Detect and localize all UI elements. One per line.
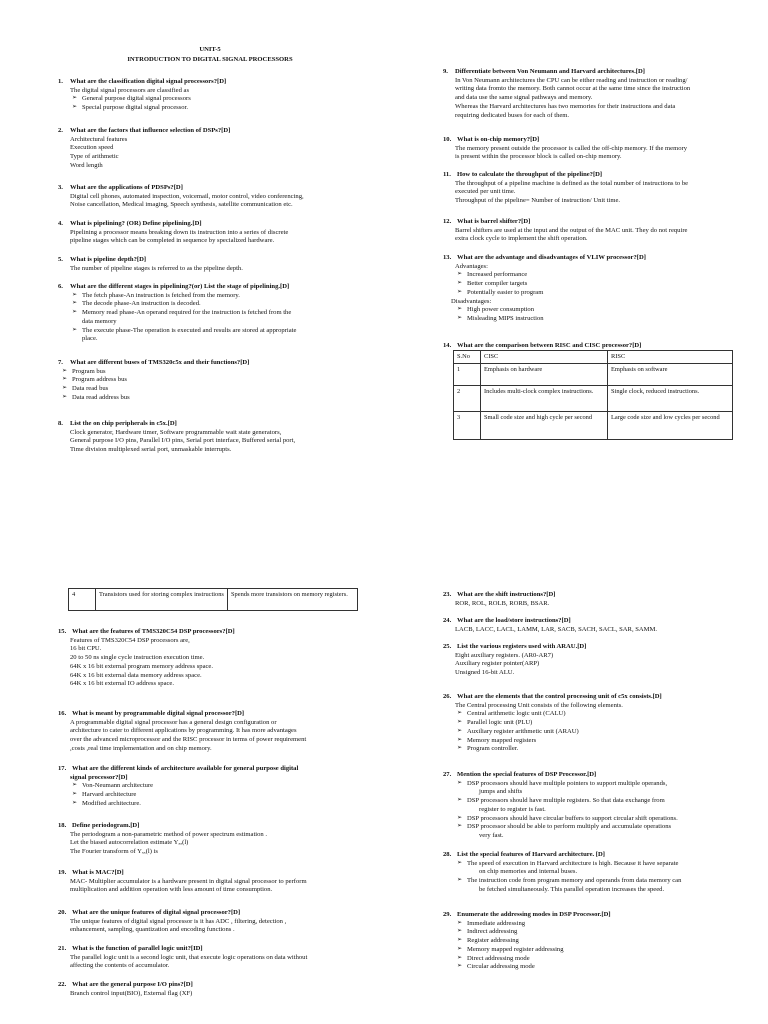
question-4: 4. What is pipelining? (OR) Define pipelining.[D] Pipelining a processor means breaking down its instruction into a series of discrete pipeline stages which can be completed in sequence by specialized hardware. [58, 220, 289, 245]
question-text: What are the elements that the control processing unit of c5x consists.[D] [457, 693, 662, 700]
question-text: Enumerate the addressing modes in DSP Processor.[D] [457, 911, 611, 918]
question-text: What is meant by programmable digital signal processor?[D] [72, 710, 245, 717]
question-text: What are the different kinds of architecture available for general purpose digital [72, 765, 299, 772]
question-9: 9. Differentiate between Von Neumann and Harvard architectures.[D] In Von Neumann architectures the CPU can be either reading and instruction or reading/ writing data fromto the memory. Both cannot occur at the same time since the instruction and data use the same signal pathways and memory. Whereas the Harvard architectures has two memories for their instructions and data requiring dedicated buses for each of them. [443, 68, 691, 119]
question-text: List the on chip peripherals in c5x.[D] [70, 420, 177, 427]
table-row: 3 Small code size and high cycle per second Large code size and low cycles per second [454, 412, 733, 440]
question-12: 12. What is barrel shifter?[D] Barrel shifters are used at the input and the output of the MAC unit. They do not require extra clock cycle to implement the shift operation. [443, 218, 688, 243]
question-text: What is barrel shifter?[D] [457, 218, 531, 225]
question-14: 14. What are the comparison between RISC and CISC processor?[D] [443, 342, 642, 349]
comparison-table [453, 350, 733, 440]
question-3: 3. What are the applications of PDSPs?[D] Digital cell phones, automated inspection, voicemail, motor control, video conferencing, Noise cancellation, Medical imaging, Speech synthesis, satellite communication etc. [58, 184, 304, 209]
question-16: 16. What is meant by programmable digital signal processor?[D] A programmable digital signal processor has a general design configuration or architecture to cater to different applications by programming. It has more advantages over the advanced microprocessor and the RISC processor in terms of power requirement ,costs ,real time implementation and on chip memory. [58, 710, 307, 752]
question-text: What are the load/store instructions?[D] [457, 617, 571, 624]
question-text: Define periodogram.[D] [72, 822, 140, 829]
question-27: 27. Mention the special features of DSP Processor.[D] ➢ DSP processors should have multiple pointers to support multiple operands, jumps and shifts ➢ DSP processors should have multiple registers. So that data exchange from register to register is fast. ➢ DSP processors should have circular buffers to support circular shift operations. ➢ DSP processor should be able to perform multiply and accumulate operations very fast. [443, 771, 743, 841]
table-row: 4 Transistors used for storing complex instructions Spends more transistors on memory registers. [69, 589, 358, 611]
question-text: What are different buses of TMS320c5x and their functions?[D] [70, 359, 250, 366]
question-2: 2. What are the factors that influence selection of DSPs?[D] Architectural features Execution speed Type of arithmetic Word length [58, 127, 231, 169]
table-row: 1 Emphasis on hardware Emphasis on software [454, 364, 733, 386]
question-24: 24. What are the load/store instructions?[D] LACB, LACC, LACL, LAMM, LAR, SACB, SACH, SACL, SAR, SAMM. [443, 617, 658, 633]
question-5: 5. What is pipeline depth?[D] The number of pipeline stages is referred to as the pipeline depth. [58, 256, 243, 272]
question-text: What are the classification digital signal processors?[D] [70, 78, 227, 85]
question-text: What is MAC?[D] [72, 869, 124, 876]
page-title: UNIT-5 [199, 46, 221, 53]
comparison-table-continued [68, 588, 358, 611]
question-text: How to calculate the throughput of the pipeline?[D] [457, 171, 603, 178]
bullet-item: ➢ General purpose digital signal processors [58, 95, 378, 104]
question-text: What are the factors that influence selection of DSPs?[D] [70, 127, 231, 134]
question-text: Mention the special features of DSP Processor.[D] [457, 771, 597, 778]
question-17: 17. What are the different kinds of architecture available for general purpose digital signal processor?[D] ➢ Von-Neumann architecture ➢ Harvard architecture ➢ Modified architecture. [58, 765, 378, 809]
question-text: What are the features of TMS320C54 DSP processors?[D] [72, 628, 235, 635]
question-text: What is pipelining? (OR) Define pipelining.[D] [70, 220, 202, 227]
question-19: 19. What is MAC?[D] MAC- Multiplier accumulator is a hardware present in digital signal processor to perform multiplication and addition operation with less amount of time consumption. [58, 869, 307, 894]
question-15: 15. What are the features of TMS320C54 DSP processors?[D] Features of TMS320C54 DSP processors are, 16 bit CPU. 20 to 50 ns single cycle instruction execution time. 64K x 16 bit external program memory address space. 64K x 16 bit external data memory address space. 64K x 16 bit external IO address space. [58, 628, 235, 688]
question-6: 6. What are the different stages in pipelining?(or) List the stage of pipelining.[D] ➢ The fetch phase-An instruction is fetched from the memory. ➢ The decode phase-An instruction is decoded. ➢ Memory read phase-An operand required for the instruction is fetched from the data memory ➢ The execute phase-The operation is executed and results are stored at appropriate place. [58, 283, 378, 344]
question-21: 21. What is the function of parallel logic unit?[ID] The parallel logic unit is a second logic unit, that execute logic operations on data without affecting the contents of accumulator. [58, 945, 308, 970]
question-text: What is on-chip memory?[D] [457, 136, 540, 143]
question-text: What are the different stages in pipelining?(or) List the stage of pipelining.[D] [70, 283, 290, 290]
question-text: What are the unique features of digital signal processor?[D] [72, 909, 241, 916]
question-text: Differentiate between Von Neumann and Harvard architectures.[D] [455, 68, 645, 75]
question-text: List the various registers used with ARAU.[D] [457, 643, 587, 650]
bullet-item: ➢ Special purpose digital signal processor. [58, 104, 378, 113]
page-subtitle: INTRODUCTION TO DIGITAL SIGNAL PROCESSORS [127, 56, 293, 63]
answer-text: The digital signal processors are classified as [70, 86, 190, 94]
question-11: 11. How to calculate the throughput of the pipeline?[D] The throughput of a pipeline machine is defined as the total number of instructions to be executed per unit time. Throughput of the pipeline= Number of instruction/ Unit time. [443, 171, 689, 205]
question-20: 20. What are the unique features of digital signal processor?[D] The unique features of digital signal processor is it has ADC , filtering, detection , enhancement, sampling, quantization and encoding functions . [58, 909, 287, 934]
question-29: 29. Enumerate the addressing modes in DSP Processor.[D] ➢ Immediate addressing ➢ Indirect addressing ➢ Register addressing ➢ Memory mapped register addressing ➢ Direct addressing mode ➢ Circular addressing mode [443, 911, 743, 972]
table-header-row: S.No CISC RISC [454, 351, 733, 364]
question-text: What are the shift instructions?[D] [457, 591, 556, 598]
question-26: 26. What are the elements that the control processing unit of c5x consists.[D] The Central processing Unit consists of the following elements. ➢ Central arithmetic logic unit (CALU) ➢ Parallel logic unit (PLU) ➢ Auxiliary register arithmetic unit (ARAU) ➢ Memory mapped registers ➢ Program controller. [443, 693, 743, 754]
question-text: List the special features of Harvard architecture. [D] [457, 851, 605, 858]
question-18: 18. Define periodogram.[D] The periodogram a non-parametric method of power spectrum estimation . Let the biased autocorrelation estimate Yₓₓ(l) The Fourier transform of Yₓₓ(l) is [58, 822, 268, 856]
table-row: 2 Includes multi-clock complex instructions. Single clock, reduced instructions. [454, 386, 733, 412]
question-text: What are the general purpose I/O pins?[D] [72, 981, 193, 988]
question-text: What are the comparison between RISC and CISC processor?[D] [457, 342, 642, 349]
question-text: What are the applications of PDSPs?[D] [70, 184, 183, 191]
question-13: 13. What are the advantage and disadvantages of VLIW processor?[D] Advantages: ➢ Increased performance ➢ Better compiler targets ➢ Potentially easier to program Disadvantages: ➢ High power consumption ➢ Misleading MIPS instruction [443, 254, 743, 324]
question-22: 22. What are the general purpose I/O pins?[D] Branch control input(BIO), External flag (XF) [58, 981, 193, 997]
question-10: 10. What is on-chip memory?[D] The memory present outside the processor is called the off-chip memory. If the memory is present within the processor block is called on-chip memory. [443, 136, 687, 161]
question-text: What are the advantage and disadvantages of VLIW processor?[D] [457, 254, 646, 261]
question-text: What is pipeline depth?[D] [70, 256, 147, 263]
question-7: 7. What are different buses of TMS320c5x and their functions?[D] ➢ Program bus ➢ Program address bus ➢ Data read bus ➢ Data read address bus [58, 359, 378, 403]
question-number: 1. [58, 78, 63, 85]
question-23: 23. What are the shift instructions?[D] ROR, ROL, ROLB, RORB, BSAR. [443, 591, 556, 607]
question-25: 25. List the various registers used with ARAU.[D] Eight auxiliary registers. (AR0-AR7) Auxiliary register pointer(ARP) Unsigned 16-bit ALU. [443, 643, 587, 677]
question-1 [58, 78, 378, 113]
question-text: What is the function of parallel logic unit?[ID] [72, 945, 203, 952]
question-28: 28. List the special features of Harvard architecture. [D] ➢ The speed of execution in Harvard architecture is high. Because it have separate on chip memories and internal buses. ➢ The instruction code from program memory and operands from data memory can be fetched simultaneously. This parallel operation increases the speed. [443, 851, 743, 895]
question-8: 8. List the on chip peripherals in c5x.[D] Clock generator, Hardware timer, Software programmable wait state generators, General purpose I/O pins, Parallel I/O pins, Serial port interface, Buffered serial port, Time division multiplexed serial port, unmaskable interrupts. [58, 420, 296, 454]
